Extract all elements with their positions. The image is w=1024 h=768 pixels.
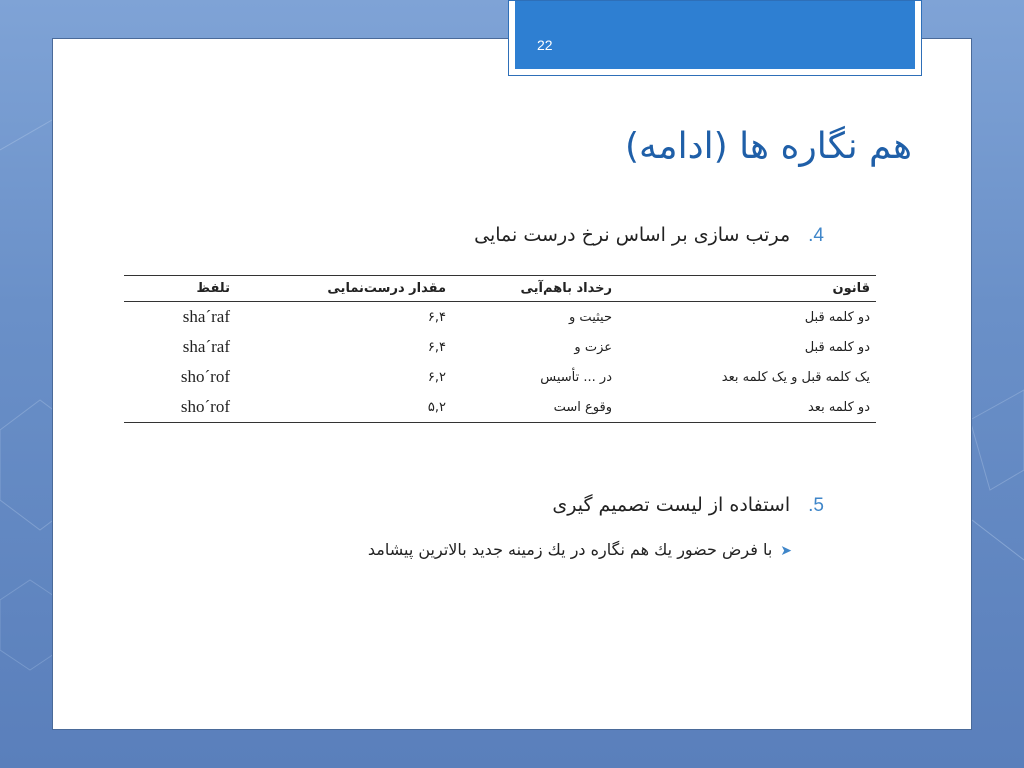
list-item-number: 4. bbox=[808, 225, 824, 246]
table-cell: sho´rof bbox=[124, 392, 236, 423]
list-item-4 bbox=[474, 224, 824, 247]
table-row bbox=[124, 362, 876, 392]
table-cell: دو کلمه بعد bbox=[618, 392, 876, 423]
table-cell: دو کلمه قبل bbox=[804, 339, 870, 355]
list-item-text: مرتب سازی بر اساس نرخ درست نمایی bbox=[474, 224, 791, 246]
table-cell: در ... تأسیس bbox=[540, 369, 612, 385]
table-header-row bbox=[124, 276, 876, 302]
table-cell: حیثیت و bbox=[569, 309, 612, 325]
sub-bullet-text: با فرض حضور يك هم نگاره در يك زمينه جديد بالاترين پيشامد bbox=[367, 540, 773, 559]
rules-table bbox=[124, 275, 876, 423]
table-row bbox=[124, 392, 876, 423]
arrow-bullet-icon: ➤ bbox=[780, 543, 792, 559]
table-cell: ۶,۴ bbox=[427, 339, 446, 355]
table-cell: دو کلمه قبل bbox=[804, 309, 870, 325]
page-number: 22 bbox=[537, 37, 553, 53]
table-row bbox=[124, 332, 876, 362]
table-cell: یک کلمه قبل و یک کلمه بعد bbox=[721, 369, 870, 385]
page-number-box bbox=[508, 0, 922, 76]
table-header-pronunciation: تلفظ bbox=[124, 276, 236, 302]
sub-bullet bbox=[368, 540, 792, 559]
table-cell: sho´rof bbox=[180, 367, 230, 386]
table-row bbox=[124, 302, 876, 333]
table-header-rule: قانون bbox=[618, 276, 876, 302]
table-cell: ۵,۲ bbox=[236, 392, 452, 423]
table-cell: ۶,۲ bbox=[427, 369, 446, 385]
table-cell: وقوع است bbox=[452, 392, 618, 423]
table-header-likelihood: مقدار درست‌نمایی bbox=[236, 276, 452, 302]
table-cell: sha´raf bbox=[182, 337, 230, 356]
table-cell: sha´raf bbox=[182, 307, 230, 326]
page-number-banner bbox=[515, 1, 915, 69]
list-item-text: استفاده از لیست تصمیم گیری bbox=[552, 494, 791, 516]
list-item-number: 5. bbox=[808, 495, 824, 516]
table-cell: ۶,۴ bbox=[427, 309, 446, 325]
table-cell: عزت و bbox=[574, 339, 612, 355]
table-header-collocation: رخداد باهم‌آیی bbox=[452, 276, 618, 302]
list-item-5 bbox=[552, 494, 824, 517]
slide-title: هم نگاره ها (ادامه) bbox=[624, 126, 912, 167]
